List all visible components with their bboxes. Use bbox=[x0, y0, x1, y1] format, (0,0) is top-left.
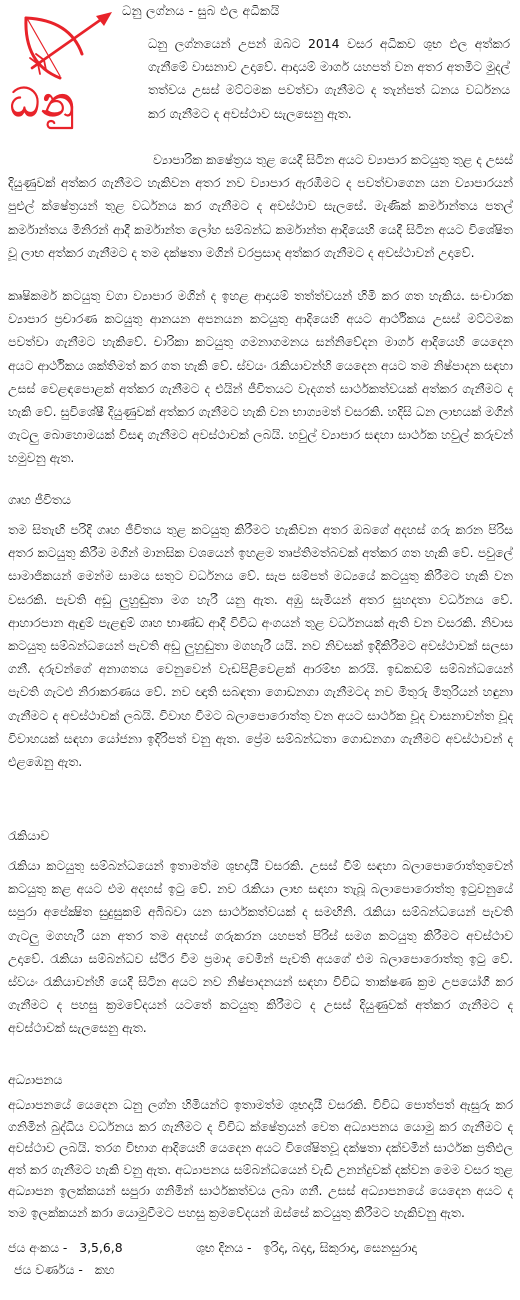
lucky-numbers-label: ජය අංකය - bbox=[8, 1240, 68, 1255]
education-paragraph bbox=[8, 1094, 513, 1224]
intro-paragraph bbox=[148, 32, 510, 125]
lucky-numbers bbox=[8, 1240, 123, 1256]
lucky-colour-label: ජය වර්ණය - bbox=[14, 1262, 83, 1277]
lucky-days-value: ඉරිදා, බදාදා, සිකුරාදා, සෙනසුරාදා bbox=[263, 1240, 417, 1255]
lucky-days bbox=[196, 1240, 417, 1256]
lucky-colour-value: කහ bbox=[94, 1262, 115, 1277]
lucky-colour bbox=[14, 1262, 115, 1278]
intro-text: ධනු ලග්නයෙන් උපන් ඔබට 2014 වසර අධිකව ශුභ ඵල අත්කර ගැනීමේ වාසනාව උදාවේ. ආදායම් මාර්ග යහපත් වන අතර අතමිට මුදල් තත්වය උසස් මට්ටමක පවත්වා ගැනීමට ද තැන්පත් ධනය වර්ධනය කර ගැනීමට ද අවස්ථාව සැලසෙනු ඇත. bbox=[148, 36, 510, 121]
education-text: අධ්‍යාපනයේ යෙදෙන ධනු ලග්න හිමියන්ට ඉතාමත්ම ශුභදායී වසරකි. විවිධ පොත්පත් ඇසුරු කර ගනිමින් බුද්ධිය වර්ධනය කර ගැනීමට ද විවිධ ක්ෂේත්‍රයන් වෙත අධ්‍යාපනය යොමු කර ගැනීමට ද අවස්ථාව ලබයි. තරග විභාග ආදියෙහි යෙදෙන අයට විශේෂිතවූ දක්ෂතා දක්වමින් සාර්ථක ප්‍රතිඵල අත් කර ගැනීමට හැකි වනු ඇත. අධ්‍යාපනය සම්බන්ධයෙන් වැඩි උනන්දුවක් දක්වන මෙම වසර තුළ අධ්‍යාපන ඉලක්කයන් සපුරා ගනිමින් සාර්ථකත්වය ලබා ගනී. උසස් අධ්‍යාපනයේ යෙදෙන අයට ද තම ඉලක්කයන් කරා යොමුවීමට පහසු ක්‍රමවේදයන් ඔස්සේ කටයුතු කිරීමට හැකිවනු ඇත. bbox=[8, 1097, 513, 1220]
business-text: ව්‍යාපාරික කෂේත්‍රය තුළ යෙදී සිටින අයට ව්‍යාපාර කටයුතු තුළ ද උසස් දියුණුවක් අත්කර ගැනීමට හැකිවන අතර නව ව්‍යාපාර ඇරඹීමට ද පවත්වාගෙන යන ව්‍යාපාරයන් පුළුල් ක්ෂේත්‍රයන් තුළ වර්ධනය කර ගැනීමට ද අවස්ථාව සැලසේ. මැණික් කර්මාන්තය පතල් කර්මාන්තය මිනිරන් ආදී කර්මාන්ත ලෝහ සම්බන්ධ කර්මාන්ත ආදියෙහි යෙදී සිටින අයට විශේෂිත වූ ලාභ අත්කර ගැනීමට ද තම දක්ෂතා මගින් වරප්‍රසාද අත්කර ගැනීමට ද අවස්ථාවන් උදාවේ. bbox=[8, 152, 513, 260]
lucky-days-label: ශුභ දිනය - bbox=[196, 1240, 252, 1255]
family-text: තම සිතැඟි පරිදි ගෘහ ජීවිතය තුළ කටයුතු කිරීමට හැකිවන අතර ඔබගේ අදහස් ගරු කරන පිරිස අතර කටයුතු කිරීම මගින් මානසික වශයෙන් ඉහළම තෘප්තිමත්බවක් අත්කර ගත හැකි වේ. පවුලේ සාමාජිකයන් මෙන්ම සාමය සතුට වර්ධනය වේ. සැප සම්පත් මධ්‍යයේ කටයුතු කිරීමට හැකි වන වසරකි. පැවති අඩු ලුහුඬුතා මග හැරී යනු ඇත. අඹු සැමියන් අතර සුහදතා වර්ධනය වේ. ආහාරපාන ඇඳුම් පැළඳුම් ගෘහ භාණ්ඩ ආදී විවිධ අංගයන් තුළ වර්ධනයක් ඇති වන වසරකි. නිවාස කටයුතු සම්බන්ධයෙන් පැවති අඩු ලුහුඬුතා මගහැරී යයි. නව නිවසක් ඉදිකිරීමට අවස්ථාවක් සලසා ගනී. දරුවන්ගේ අනාගතය වෙනුවෙන් වැඩපිළිවෙළක් ආරම්භ කරයි. ඉඩකඩම් සම්බන්ධයෙන් පැවති ගැටළු නිරාකරණය වේ. නව ඥාති සබඳතා ගොඩනගා ගැනීමටද නව මිතුරු මිතුරියන් හඳුනා ගැනීමට ද අවස්ථාවක් ලබයි. විවාහ වීමට බලාපොරොත්තු වන අයට සාර්ථක වූද වාසනාවන්ත වූද විවාහයක් සඳහා යෝජනා ඉදිරිපත් වනු ඇත. ප්‍රේම සම්බන්ධතා ගොඩනගා ගැනීමට අවස්ථාවන් ද එළඹෙනු ඇත. bbox=[8, 522, 513, 770]
education-heading: අධ්‍යාපනය bbox=[8, 1072, 63, 1087]
business-paragraph bbox=[8, 148, 513, 264]
career-text: රැකියා කටයුතු සම්බන්ධයෙන් ඉතාමත්ම ශුභදායී වසරකි. උසස් වීම් සඳහා බලාපොරොත්තුවෙන් කටයුතු කළ අයට එම අදහස් ඉටු වේ. නව රැකියා ලාභ සඳහා තැබූ බලාපොරොත්තු ඉටුවනුයේ සපුරා අපේක්‍ෂිත සුදුසුකම් අබිබවා යන සාර්ථකත්වයක් ද සමඟිනි. රැකියා සම්බන්ධයෙන් පැවති ගැටලු මගහැරී යන අතර තම අදහස් ගරුකරන යහපත් පිරිස් සමග කටයුතු කිරීමට අවස්ථාව උදාවේ. රැකියා සම්බන්ධව ස්ථිර වීම ප්‍රමාද වෙමින් පැවති අයගේ එම බලාපොරොත්තු ඉටු වේ. ස්වයං රැකියාවන්හි යෙදී සිටින අයට නව නිෂ්පාදනයන් සඳහා විවිධ තාක්ෂණ ක්‍රම උපයෝගී කර ගැනීමට ද පහසු ක්‍රමවේදයන් යටතේ කටයුතු කිරීමට ද උසස් දියුණුවක් අත්කර ගැනීමට ද අවස්ථාවක් සැලසෙනු ඇත. bbox=[8, 858, 513, 1036]
article-title: ධනු ලග්නය - සුබ ඵල අධිකයි bbox=[122, 3, 280, 18]
career-heading: රැකියාව bbox=[8, 828, 50, 843]
agriculture-paragraph bbox=[8, 284, 513, 470]
career-paragraph bbox=[8, 854, 513, 1040]
lucky-numbers-value: 3,5,6,8 bbox=[79, 1240, 123, 1255]
family-paragraph bbox=[8, 518, 513, 773]
family-heading: ගෘහ ජීවිතය bbox=[8, 492, 71, 507]
agriculture-text: කෘෂිකර්ම කටයුතු වගා ව්‍යාපාර මගින් ද ඉහළ ආදායම් තත්ත්වයන් හිමි කර ගත හැකිය. සංචාරක ව්‍යාපාර ප්‍රචාරණ කටයුතු ආනයන අපනයන කටයුතු ආදියෙහි අයට ආර්ථිකය උසස් මට්ටමක පවත්වා ගැනීමට හැකිවේ. චාරිකා කටයුතු ගමනාගමනය සන්නිවේදන මාර්ග ආදියෙහි යෙදෙන අයට ආර්ථිකය ශක්තිමත් කර ගත හැකි වේ. ස්වයං රැකියාවන්හි යෙදෙන අයට තම නිෂ්පාදන සඳහා උසස් වෙළඳපොළක් අත්කර ගැනීමට ද එයින් ජීවිතයට වැදගත් සාර්ථකත්වයක් අත්කර ගැනීමට ද හැකි වේ. සුවිශේෂී දියුණුවක් අත්කර ගැනීමට හැකි වන භාග්‍යමත් වසරකි. හදිසි ධන ලාභයක් මගින් ගැටලු බොහොමයක් විසඳා ගැනීමට අවස්ථාවක් ලබයි. හවුල් ව්‍යාපාර සඳහා සාර්ථක හවුල් කරුවන් හමුවනු ඇත. bbox=[8, 288, 513, 466]
logo-word: ධනු bbox=[10, 80, 77, 126]
